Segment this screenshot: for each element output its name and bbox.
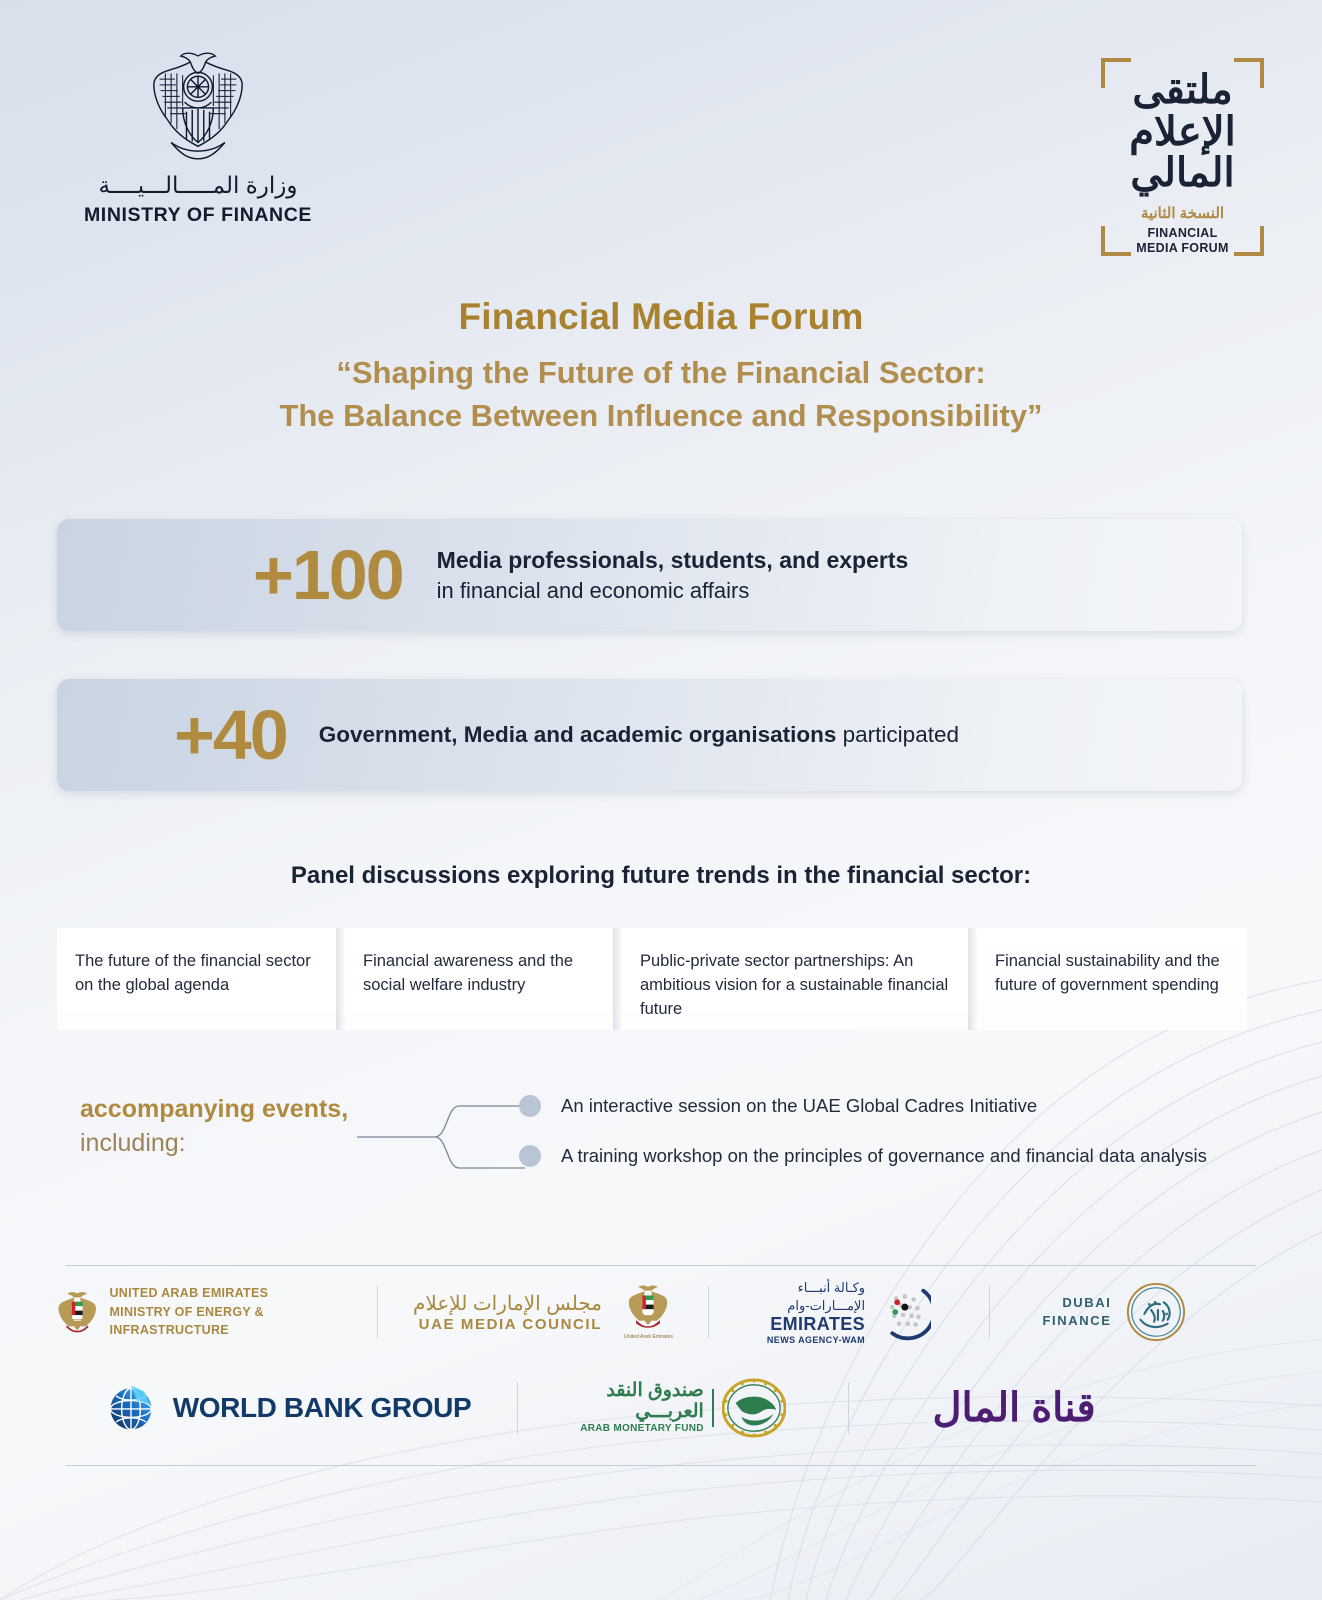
world-bank-label: WORLD BANK GROUP <box>172 1391 472 1423</box>
forum-name-arabic: ملتقى الإعلام المالي <box>1129 68 1236 196</box>
ministry-name-english: MINISTRY OF FINANCE <box>83 204 313 226</box>
subtitle-line-1: “Shaping the Future of the Financial Sector: <box>336 355 986 390</box>
event-item <box>519 1095 1037 1117</box>
stat-card-organisations <box>57 679 1242 791</box>
amf-divider <box>712 1389 714 1427</box>
dubai-finance-line-2: FINANCE <box>1042 1313 1112 1328</box>
event-item-label: A training workshop on the principles of governance and financial data analysis <box>561 1145 1207 1166</box>
partner-logos-row-1 <box>57 1272 1257 1352</box>
stat-bold-text: Government, Media and academic organisations <box>318 722 837 747</box>
forum-name-english <box>1095 226 1270 257</box>
partner-logo-moei <box>57 1272 377 1352</box>
stat-regular-text: participated <box>836 722 959 747</box>
forum-name-en-line2: MEDIA FORUM <box>1136 241 1229 256</box>
moei-line-2: MINISTRY OF ENERGY & INFRASTRUCTURE <box>109 1304 264 1338</box>
dubai-finance-calligraphy-icon <box>1125 1281 1187 1343</box>
panel-card: The future of the financial sector on the global agenda <box>57 928 345 1030</box>
partner-logo-al-mal-tv <box>849 1365 1179 1450</box>
panel-card: Financial awareness and the social welfare industry <box>345 928 622 1030</box>
page-subtitle <box>0 352 1322 438</box>
dotted-globe-icon <box>873 1283 931 1341</box>
panel-discussions-heading: Panel discussions exploring future trends in the financial sector: <box>290 862 1032 889</box>
moei-label <box>109 1284 377 1340</box>
moei-line-1: UNITED ARAB EMIRATES <box>109 1285 269 1300</box>
stat-line-2: in financial and economic affairs <box>436 577 750 603</box>
accompanying-events-label <box>80 1093 350 1161</box>
umc-name-arabic: مجلس الإمارات للإعلام <box>413 1293 602 1315</box>
panel-list <box>57 928 1247 1030</box>
umc-sub-label: United Arab Emirates <box>623 1334 673 1340</box>
stat-card-participants <box>57 519 1242 631</box>
umc-name-english: UAE MEDIA COUNCIL <box>418 1316 602 1333</box>
uae-falcon-emblem-icon <box>627 1284 669 1328</box>
dubai-finance-line-1: DUBAI <box>1062 1294 1112 1310</box>
amf-globe-emblem-icon <box>722 1378 786 1438</box>
partner-logo-wam <box>709 1272 989 1352</box>
uae-falcon-emblem-icon <box>57 1290 97 1334</box>
uae-falcon-emblem-icon <box>150 46 246 166</box>
stat-line-1: Media professionals, students, and experts <box>436 547 909 574</box>
event-item-label: An interactive session on the UAE Global Cadres Initiative <box>561 1095 1038 1116</box>
amf-name-arabic-line2: العربـــي <box>635 1401 704 1422</box>
event-item <box>519 1145 1207 1167</box>
stat-number-40: +40 <box>174 696 287 774</box>
al-mal-channel-logo-icon: قناة المال <box>932 1385 1096 1430</box>
accompanying-events-section <box>57 1085 1247 1190</box>
financial-media-forum-logo <box>1095 52 1270 262</box>
stat-number-100: +100 <box>253 536 403 614</box>
ministry-name-arabic: وزارة المـــــالـــيــــة <box>98 172 298 198</box>
wam-name-arabic-line1: وكـالة أنبـــاء <box>797 1279 866 1295</box>
ministry-of-finance-logo <box>48 46 348 227</box>
partner-logos-row-2 <box>57 1365 1257 1450</box>
forum-name-en-line1: FINANCIAL <box>1147 226 1218 240</box>
wam-name-arabic-line2: الإمـــارات-وام <box>787 1297 866 1313</box>
subtitle-line-2: The Balance Between Influence and Responsibility” <box>279 397 1043 433</box>
header <box>0 0 1322 280</box>
wam-name-english-line2: NEWS AGENCY-WAM <box>766 1335 866 1346</box>
events-label-bold: accompanying events, <box>80 1095 349 1123</box>
partner-logo-world-bank <box>57 1365 517 1450</box>
bullet-dot-icon <box>519 1095 541 1117</box>
stat-text-organisations <box>319 722 959 748</box>
panel-card: Public-private sector partnerships: An ambitious vision for a sustainable financial future <box>622 928 977 1030</box>
wam-name-english-line1: EMIRATES <box>770 1314 866 1335</box>
branch-connector-icon <box>357 1085 532 1190</box>
bullet-dot-icon <box>519 1145 541 1167</box>
divider-bottom <box>66 1465 1256 1466</box>
dubai-finance-label <box>1043 1294 1112 1330</box>
partner-logo-uae-media-council <box>378 1272 708 1352</box>
amf-name-english: ARAB MONETARY FUND <box>580 1422 704 1434</box>
world-bank-globe-icon <box>103 1380 159 1436</box>
forum-edition-arabic: النسخة الثانية <box>1140 205 1225 222</box>
stat-line-organisations <box>319 722 959 748</box>
amf-name-arabic-line1: صندوق النقد <box>606 1380 704 1402</box>
partner-logo-dubai-finance <box>990 1272 1240 1352</box>
panel-card: Financial sustainability and the future of government spending <box>977 928 1247 1030</box>
page-title: Financial Media Forum <box>458 296 864 337</box>
partner-logo-arab-monetary-fund <box>518 1365 848 1450</box>
title-block <box>0 296 1322 438</box>
divider-top <box>66 1265 1256 1266</box>
stat-text-participants <box>437 545 909 604</box>
events-label-light: including: <box>80 1128 186 1157</box>
